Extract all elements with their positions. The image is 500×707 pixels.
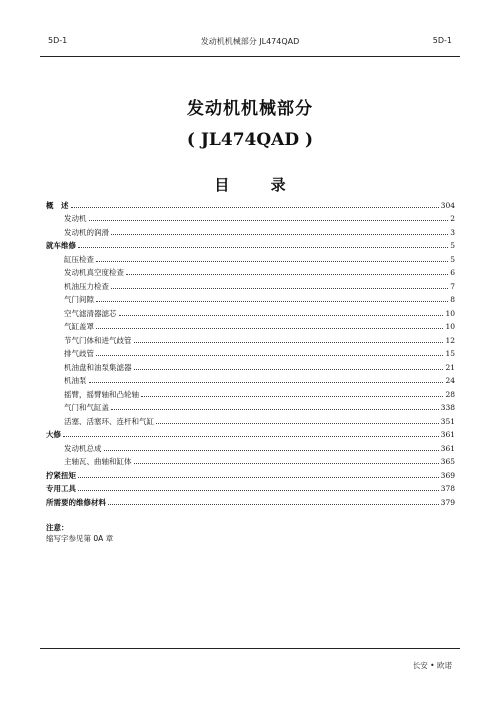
toc-entry-title: 发动机的润滑 [64, 227, 109, 237]
toc-entry[interactable] [46, 291, 455, 305]
toc-entry[interactable] [46, 480, 455, 494]
toc-entry-title: 发动机真空度检查 [64, 268, 124, 277]
toc-entry-page: 28 [445, 389, 455, 399]
toc-entry-title: 发动机 [64, 214, 87, 223]
toc-leader-dots [119, 314, 444, 316]
toc-entry-page: 351 [440, 416, 455, 426]
footer-brand: 长安 • 欧诺 [412, 661, 452, 670]
toc-entry[interactable] [46, 466, 455, 480]
header-page-number-right: 5D-1 [432, 36, 452, 45]
toc-heading: 目 录 [214, 176, 304, 194]
toc-entry[interactable] [46, 237, 455, 251]
toc-leader-dots [134, 462, 439, 464]
toc-entry-title: 缸压检查 [64, 254, 94, 264]
toc-entry-page: 10 [445, 308, 455, 318]
toc-entry[interactable] [46, 453, 455, 467]
toc-entry-page: 369 [440, 470, 455, 480]
toc-entry-page: 5 [450, 241, 455, 250]
toc-entry-page: 365 [440, 457, 455, 466]
toc-entry-page: 21 [445, 362, 455, 372]
toc-entry[interactable] [46, 196, 455, 210]
toc-leader-dots [96, 354, 443, 356]
toc-entry-page: 2 [450, 214, 455, 223]
toc-entry-title: 气门和气缸盖 [64, 403, 109, 412]
toc-entry-page: 24 [445, 376, 455, 385]
page-header [40, 36, 460, 50]
toc-entry-title: 拧紧扭矩 [46, 470, 76, 480]
toc-leader-dots [63, 435, 439, 437]
toc-entry-title: 机油压力检查 [64, 281, 109, 291]
header-document-title: 发动机机械部分 JL474QAD [200, 37, 300, 46]
footer-divider [40, 648, 460, 649]
header-divider [40, 56, 460, 57]
toc-entry[interactable] [46, 358, 455, 372]
toc-entry-title: 专用工具 [46, 484, 76, 493]
toc-leader-dots [89, 381, 444, 383]
toc-entry[interactable] [46, 304, 455, 318]
toc-entry[interactable] [46, 345, 455, 359]
note-title: 注意： [46, 523, 69, 532]
toc-entry-page: 15 [445, 349, 455, 358]
toc-entry-page: 7 [450, 281, 455, 291]
toc-entry-title: 摇臂，摇臂轴和凸轮轴 [64, 389, 139, 399]
toc-entry-title: 发动机总成 [64, 443, 102, 453]
page-title: 发动机机械部分 [187, 99, 313, 119]
toc-leader-dots [89, 219, 449, 221]
toc-leader-dots [108, 503, 439, 505]
toc-entry-page: 6 [450, 268, 455, 277]
toc-leader-dots [96, 327, 443, 329]
toc-leader-dots [96, 300, 448, 302]
toc-entry-title: 气缸盖罩 [64, 322, 94, 331]
note-block [46, 522, 113, 544]
toc-leader-dots [111, 233, 448, 235]
toc-entry-title: 排气歧管 [64, 349, 94, 358]
toc-entry[interactable] [46, 223, 455, 237]
toc-entry[interactable] [46, 210, 455, 224]
toc-leader-dots [78, 476, 439, 478]
toc-entry-title: 主轴瓦、曲轴和缸体 [64, 457, 132, 466]
toc-entry[interactable] [46, 264, 455, 278]
toc-entry-page: 5 [450, 254, 455, 264]
toc-leader-dots [134, 368, 444, 370]
toc-leader-dots [78, 246, 448, 248]
toc-leader-dots [71, 206, 439, 208]
toc-entry[interactable] [46, 277, 455, 291]
toc-entry[interactable] [46, 331, 455, 345]
toc-entry-page: 338 [440, 403, 455, 412]
toc-entry[interactable] [46, 250, 455, 264]
toc-leader-dots [111, 408, 439, 410]
toc-entry[interactable] [46, 399, 455, 413]
toc-entry[interactable] [46, 318, 455, 332]
toc-entry-title: 机油盘和油泵集滤器 [64, 362, 132, 372]
toc-entry[interactable] [46, 385, 455, 399]
toc-entry-page: 361 [440, 443, 455, 453]
toc-entry[interactable] [46, 372, 455, 386]
table-of-contents [46, 196, 455, 507]
toc-leader-dots [111, 287, 448, 289]
toc-entry-page: 304 [440, 200, 455, 210]
toc-entry[interactable] [46, 439, 455, 453]
toc-entry-title: 大修 [46, 430, 61, 439]
toc-entry-page: 378 [440, 484, 455, 493]
toc-leader-dots [78, 489, 439, 491]
toc-entry-title: 气门间隙 [64, 295, 94, 304]
header-page-number-left: 5D-1 [48, 36, 68, 45]
toc-entry-page: 379 [440, 497, 455, 507]
toc-leader-dots [96, 260, 448, 262]
toc-leader-dots [156, 422, 439, 424]
toc-entry-title: 概 述 [46, 200, 69, 210]
toc-entry-page: 10 [445, 322, 455, 331]
toc-entry[interactable] [46, 493, 455, 507]
toc-entry[interactable] [46, 426, 455, 440]
toc-leader-dots [134, 341, 444, 343]
page-subtitle: ( JL474QAD ) [186, 130, 314, 150]
toc-entry[interactable] [46, 412, 455, 426]
toc-entry-page: 3 [450, 227, 455, 237]
toc-entry-title: 所需要的维修材料 [46, 497, 106, 507]
toc-entry-title: 就车维修 [46, 241, 76, 250]
toc-entry-page: 361 [440, 430, 455, 439]
note-text: 缩写字参见第 0A 章 [46, 534, 114, 543]
toc-entry-title: 活塞、活塞环、连杆和气缸 [64, 416, 154, 426]
toc-entry-title: 节气门体和进气歧管 [64, 335, 132, 345]
toc-leader-dots [126, 273, 448, 275]
toc-entry-title: 空气滤清器滤芯 [64, 308, 117, 318]
toc-entry-title: 机油泵 [64, 376, 87, 385]
toc-leader-dots [104, 449, 439, 451]
toc-entry-page: 12 [445, 335, 455, 345]
toc-entry-page: 8 [450, 295, 455, 304]
toc-leader-dots [141, 395, 443, 397]
